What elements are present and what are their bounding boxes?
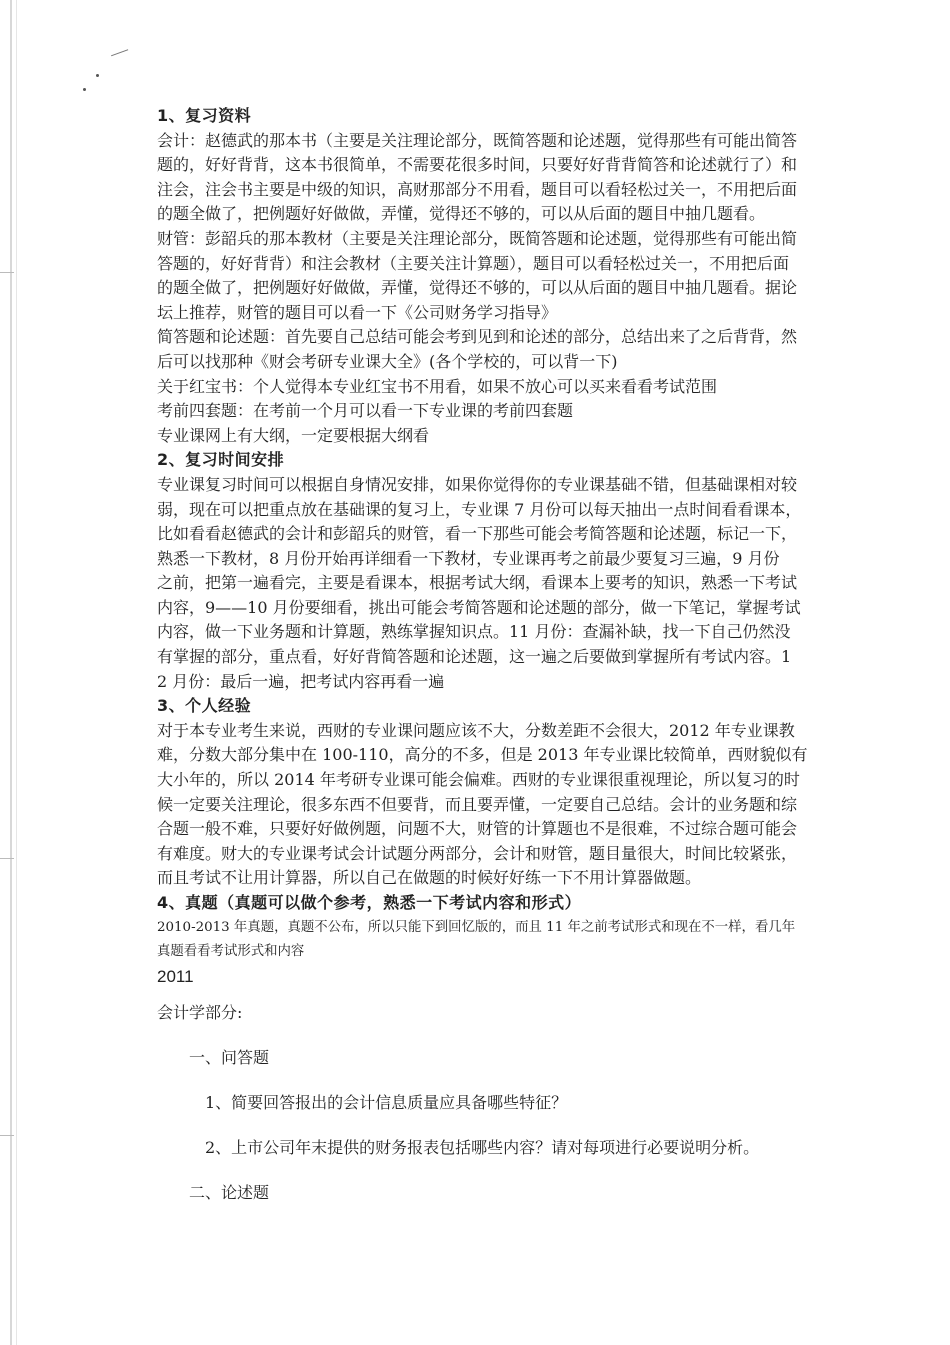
text-line: 对于本专业考生来说，西财的专业课问题应该不大，分数差距不会很大，2012 年专业课教 bbox=[157, 720, 795, 740]
section-heading: 1、复习资料 bbox=[157, 106, 252, 125]
text-line: 2 月份：最后一遍，把考试内容再看一遍 bbox=[157, 671, 445, 691]
question-item: 1、简要回答报出的会计信息质量应具备哪些特征？ bbox=[205, 1092, 568, 1112]
text-line: 难，分数大部分集中在 100-110，高分的不多，但是 2013 年专业课比较简单，西财貌似有 bbox=[157, 745, 808, 765]
part-title: 会计学部分: bbox=[157, 1002, 243, 1022]
section-heading: 4、真题（真题可以做个参考，熟悉一下考试内容和形式） bbox=[157, 893, 582, 912]
section-heading: 2、复习时间安排 bbox=[157, 450, 285, 470]
question-section-title: 二、论述题 bbox=[189, 1182, 270, 1202]
scan-speck bbox=[111, 49, 131, 64]
text-line: 题的，好好背背，这本书很简单，不需要花很多时间，只要好好背背简答和论述就行了）和 bbox=[157, 155, 798, 175]
scan-speck bbox=[96, 74, 99, 77]
text-line: 的题全做了，把例题好好做做，弄懂，觉得还不够的，可以从后面的题目中抽几题看。据论 bbox=[157, 278, 798, 298]
text-line: 候一定要关注理论，很多东西不但要背，而且要弄懂，一定要自己总结。会计的业务题和综 bbox=[157, 794, 798, 814]
scan-speck bbox=[83, 88, 86, 91]
text-line: 注会，注会书主要是中级的知识，高财那部分不用看，题目可以看轻松过关一，不用把后面 bbox=[157, 179, 798, 199]
text-line: 会计：赵德武的那本书（主要是关注理论部分，既简答题和论述题，觉得那些有可能出简答 bbox=[157, 130, 798, 150]
text-line: 后可以找那种《财会考研专业课大全》(各个学校的，可以背一下) bbox=[157, 351, 618, 371]
text-line: 真题看看考试形式和内容 bbox=[157, 943, 305, 959]
text-line: 而且考试不让用计算器，所以自己在做题的时候好好练一下不用计算器做题。 bbox=[157, 868, 702, 888]
text-line: 的题全做了，把例题好好做做，弄懂，觉得还不够的，可以从后面的题目中抽几题看。 bbox=[157, 204, 766, 224]
text-line: 有掌握的部分，重点看，好好背简答题和论述题，这一遍之后要做到掌握所有考试内容。1 bbox=[157, 647, 792, 667]
text-line: 比如看看赵德武的会计和彭韶兵的财管，看一下那些可能会考简答题和论述题，标记一下， bbox=[157, 524, 798, 544]
text-line: 考前四套题：在考前一个月可以看一下专业课的考前四套题 bbox=[157, 401, 574, 421]
text-line: 2010-2013 年真题，真题不公布，所以只能下到回忆版的，而且 11 年之前考试形式和现在不一样，看几年 bbox=[157, 919, 796, 935]
text-line: 弱，现在可以把重点放在基础课的复习上，专业课 7 月份可以每天抽出一点时间看看课本， bbox=[157, 499, 802, 519]
text-line: 合题一般不难，只要好好做例题，问题不大，财管的计算题也不是很难，不过综合题可能会 bbox=[157, 819, 798, 839]
text-line: 答题的，好好背背）和注会教材（主要关注计算题），题目可以看轻松过关一，不用把后面 bbox=[157, 253, 790, 273]
text-line: 大小年的，所以 2014 年考研专业课可能会偏难。西财的专业课很重视理论，所以复习的时 bbox=[157, 770, 800, 790]
text-line: 专业课网上有大纲，一定要根据大纲看 bbox=[157, 425, 430, 445]
text-line: 有难度。财大的专业课考试会计试题分两部分，会计和财管，题目量很大，时间比较紧张， bbox=[157, 843, 798, 863]
text-line: 之前，把第一遍看完，主要是看课本，根据考试大纲，看课本上要考的知识，熟悉一下考试 bbox=[157, 573, 798, 593]
scan-edge-line bbox=[16, 0, 17, 1345]
question-item: 2、上市公司年末提供的财务报表包括哪些内容？请对每项进行必要说明分析。 bbox=[205, 1137, 760, 1157]
text-line: 简答题和论述题：首先要自己总结可能会考到见到和论述的部分，总结出来了之后背背，然 bbox=[157, 327, 798, 347]
text-line: 内容，9——10 月份要细看，挑出可能会考简答题和论述题的部分，做一下笔记，掌握考试 bbox=[157, 597, 801, 617]
text-line: 关于红宝书：个人觉得本专业红宝书不用看，如果不放心可以买来看看考试范围 bbox=[157, 376, 718, 396]
scan-tick bbox=[0, 272, 14, 273]
text-line: 财管：彭韶兵的那本教材（主要是关注理论部分，既简答题和论述题，觉得那些有可能出简 bbox=[157, 228, 798, 248]
scan-tick bbox=[0, 858, 14, 859]
section-heading: 3、个人经验 bbox=[157, 696, 252, 716]
question-section-title: 一、问答题 bbox=[189, 1047, 270, 1067]
text-line: 内容，做一下业务题和计算题，熟练掌握知识点。11 月份：查漏补缺，找一下自己仍然没 bbox=[157, 622, 791, 642]
text-line: 专业课复习时间可以根据自身情况安排，如果你觉得你的专业课基础不错，但基础课相对较 bbox=[157, 474, 798, 494]
scan-tick bbox=[0, 1135, 14, 1136]
text-line: 熟悉一下教材，8 月份开始再详细看一下教材，专业课再考之前最少要复习三遍，9 月份 bbox=[157, 548, 780, 568]
exam-year: 2011 bbox=[157, 966, 194, 986]
document-body bbox=[157, 104, 817, 1215]
scan-edge-line bbox=[10, 0, 12, 1345]
text-line: 坛上推荐，财管的题目可以看一下《公司财务学习指导》 bbox=[157, 302, 558, 322]
